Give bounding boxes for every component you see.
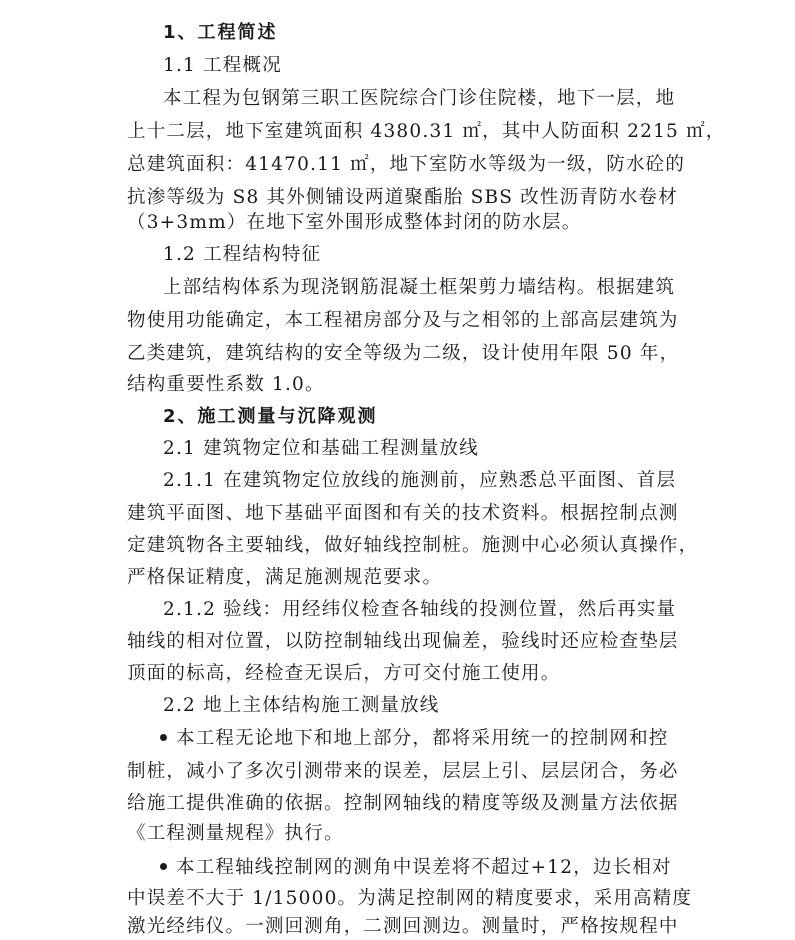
paragraph-line: 中误差不大于 1/15000。为满足控制网的精度要求，采用高精度 bbox=[127, 888, 693, 909]
paragraph-line: 乙类建筑，建筑结构的安全等级为二级，设计使用年限 50 年， bbox=[127, 343, 680, 364]
paragraph-line: 2.1.1 在建筑物定位放线的施测前，应熟悉总平面图、首层 bbox=[163, 470, 677, 491]
bullet-item bbox=[160, 855, 672, 881]
bullet-dot-icon bbox=[160, 863, 167, 870]
bullet-line: 本工程无论地下和地上部分，都将采用统一的控制网和控 bbox=[176, 728, 669, 749]
subsection-heading-1-2: 1.2 工程结构特征 bbox=[163, 244, 322, 265]
paragraph-line: 总建筑面积：41470.11 ㎡，地下室防水等级为一级，防水砼的 bbox=[127, 154, 686, 175]
paragraph-line: 结构重要性系数 1.0。 bbox=[127, 374, 325, 395]
subsection-heading-1-1: 1.1 工程概况 bbox=[163, 55, 282, 76]
paragraph-line: 定建筑物各主要轴线，做好轴线控制桩。施测中心必须认真操作， bbox=[127, 535, 699, 556]
paragraph-line: 抗渗等级为 S8 其外侧铺设两道聚酯胎 SBS 改性沥青防水卷材 bbox=[127, 187, 678, 208]
paragraph-line: 《工程测量规程》执行。 bbox=[127, 823, 344, 844]
paragraph-line: 激光经纬仪。一测回测角，二测回测边。测量时，严格按规程中 bbox=[127, 916, 679, 937]
paragraph-line: 2.1.2 验线：用经纬仪检查各轴线的投测位置，然后再实量 bbox=[163, 599, 677, 620]
section-heading-2: 2、施工测量与沉降观测 bbox=[163, 406, 378, 427]
paragraph-line: 建筑平面图、地下基础平面图和有关的技术资料。根据控制点测 bbox=[127, 503, 679, 524]
paragraph-line: 顶面的标高，经检查无误后，方可交付施工使用。 bbox=[127, 663, 561, 684]
bullet-item bbox=[160, 726, 669, 752]
subsection-heading-2-1: 2.1 建筑物定位和基础工程测量放线 bbox=[163, 438, 479, 459]
paragraph-line: 物使用功能确定，本工程裙房部分及与之相邻的上部高层建筑为 bbox=[127, 310, 679, 331]
subsection-heading-2-2: 2.2 地上主体结构施工测量放线 bbox=[163, 695, 440, 716]
bullet-dot-icon bbox=[160, 734, 167, 741]
paragraph-line: 上十二层，地下室建筑面积 4380.31 ㎡，其中人防面积 2215 ㎡， bbox=[127, 121, 726, 142]
paragraph-line: 严格保证精度，满足施测规范要求。 bbox=[127, 567, 443, 588]
paragraph-line: 轴线的相对位置，以防控制轴线出现偏差，验线时还应检查垫层 bbox=[127, 631, 679, 652]
section-heading-1: 1、工程简述 bbox=[163, 22, 278, 43]
paragraph-line: 制桩，减小了多次引测带来的误差，层层上引、层层闭合，务必 bbox=[127, 761, 679, 782]
bullet-line: 本工程轴线控制网的测角中误差将不超过+12，边长相对 bbox=[176, 857, 672, 878]
paragraph-line: （3+3mm）在地下室外围形成整体封闭的防水层。 bbox=[127, 212, 582, 233]
paragraph-line: 上部结构体系为现浇钢筋混凝土框架剪力墙结构。根据建筑 bbox=[163, 277, 676, 298]
paragraph-line: 本工程为包钢第三职工医院综合门诊住院楼，地下一层，地 bbox=[163, 88, 676, 109]
paragraph-line: 给施工提供准确的依据。控制网轴线的精度等级及测量方法依据 bbox=[127, 793, 679, 814]
